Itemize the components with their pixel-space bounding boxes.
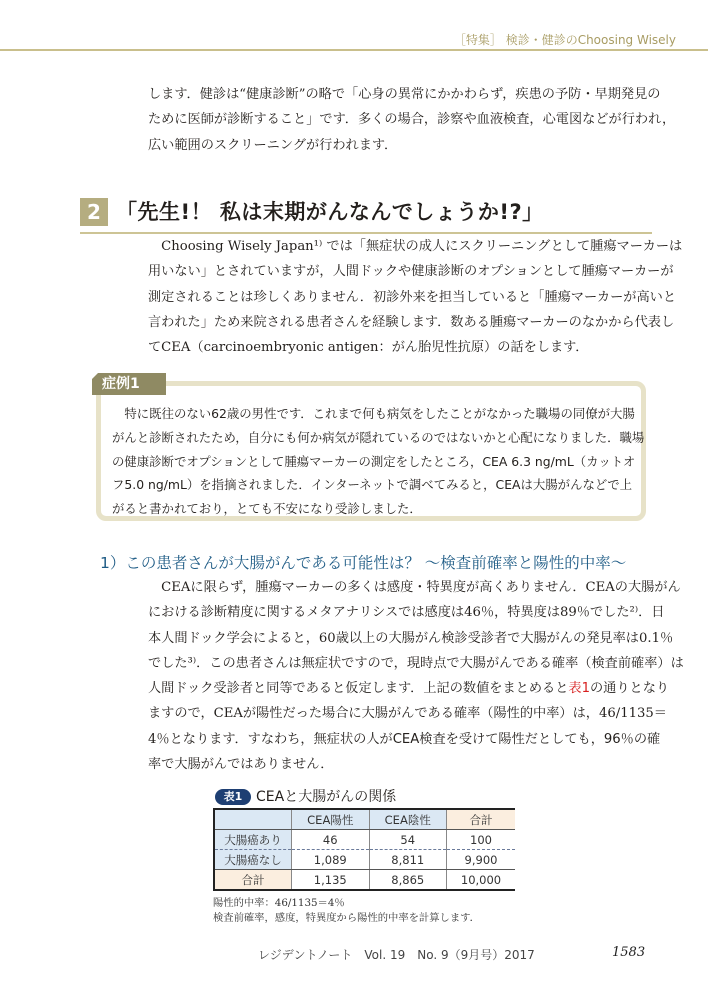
- text-line: における診断精度に関するメタアナリシスでは感度は46％，特異度は89％でした²⁾．日: [148, 605, 665, 621]
- running-header: ［特集］ 検診・健診のChoosing Wisely: [453, 33, 676, 47]
- text-line: がんと診断されたため，自分にも何か病気が隠れているのではないかと心配になりました．職場: [112, 429, 645, 445]
- subsection-title: 1）この患者さんが大腸がんである可能性は？ ～検査前確率と陽性的中率～: [100, 554, 627, 572]
- page-number: 1583: [612, 945, 646, 960]
- intro-paragraph: [148, 82, 676, 158]
- text-span: の通りとなり: [590, 681, 670, 697]
- table-note: 陽性的中率：46/1135＝4％: [213, 897, 345, 909]
- text-line: でした³⁾．この患者さんは無症状ですので，現時点で大腸がんである確率（検査前確率）は: [148, 655, 684, 671]
- section-title: 「先生!！ 私は末期がんなんでしょうか!?」: [116, 200, 544, 224]
- header-rule: [0, 49, 708, 51]
- text-line: CEAに限らず，腫瘍マーカーの多くは感度・特異度が高くありません．CEAの大腸がん: [148, 580, 681, 595]
- row-header: 合計: [214, 870, 292, 891]
- row-header: 大腸癌あり: [214, 830, 292, 850]
- emphasis-text: 無症状の人がCEA検査を受けて陽性だとしても，96％の確: [313, 731, 661, 747]
- table-cell: 46: [292, 830, 370, 850]
- case-text: [112, 402, 645, 521]
- column-header: CEA陰性: [369, 809, 447, 830]
- table-cell: 8,811: [369, 850, 447, 870]
- text-line: 用いない」とされていますが，人間ドックや健康診断のオプションとして腫瘍マーカーが: [148, 264, 674, 280]
- table-cell: 1,089: [292, 850, 370, 870]
- table-title: CEAと大腸がんの関係: [256, 789, 397, 805]
- text-line: [148, 727, 661, 752]
- table-cell: 10,000: [447, 870, 516, 891]
- table-row: [214, 850, 515, 870]
- column-header: 合計: [447, 809, 516, 830]
- text-span: 4％となります．すなわち，: [148, 731, 314, 747]
- text-line: 本人間ドック学会によると，60歳以上の大腸がん検診受診者で大腸がんの発見率は0.1％: [148, 630, 674, 646]
- text-line: Choosing Wisely Japan¹⁾ では「無症状の成人にスクリーニングとして腫瘍マーカーは: [148, 239, 683, 254]
- text-line: します．健診は“健康診断”の略で「心身の異常にかかわらず，疾患の予防・早期発見の: [148, 87, 661, 102]
- text-line: 言われた」ため来院される患者さんを経験します．数ある腫瘍マーカーのなかから代表し: [148, 314, 675, 330]
- text-span: 人間ドック受診者と同等であると仮定します．上記の数値をまとめると: [148, 681, 569, 697]
- text-line: ますので，CEAが陽性だった場合に大腸がんである確率（陽性的中率）は，46/1135＝: [148, 706, 667, 722]
- text-line: 測定されることは珍しくありません．初診外来を担当していると「腫瘍マーカーが高いと: [148, 289, 677, 305]
- text-line: てCEA（carcinoembryonic antigen：がん胎児性抗原）の話をします．: [148, 340, 589, 356]
- section-paragraph: [148, 234, 683, 360]
- table-badge: 表1: [215, 789, 251, 805]
- cea-table: [213, 808, 515, 891]
- table-reference-link[interactable]: 表1: [568, 681, 590, 697]
- column-header: CEA陽性: [292, 809, 370, 830]
- text-line: フ5.0 ng/mL）を指摘されました．インターネットで調べてみると，CEAは大腸がんなどで上: [112, 477, 633, 493]
- text-line: [148, 676, 670, 701]
- table-cell: 54: [369, 830, 447, 850]
- text-line: ために医師が診断すること」です．多くの場合，診察や血液検査，心電図などが行われ，: [148, 112, 676, 128]
- table-cell: 9,900: [447, 850, 516, 870]
- text-line: の健康診断でオプションとして腫瘍マーカーの測定をしたところ，CEA 6.3 ng/mL（カットオ: [112, 453, 636, 469]
- table-row: [214, 870, 515, 891]
- table-cell: 100: [447, 830, 516, 850]
- table-cell: 1,135: [292, 870, 370, 891]
- table-row: [214, 830, 515, 850]
- table-corner: [214, 809, 292, 830]
- emphasis-text: 率で大腸がんではありません．: [148, 757, 334, 773]
- text-line: がると書かれており，とても不安になり受診しました．: [112, 501, 422, 517]
- journal-footer: レジデントノート Vol. 19 No. 9（9月号）2017: [258, 948, 535, 962]
- subsection-paragraph: [148, 575, 684, 777]
- case-label: 症例1: [92, 373, 166, 395]
- table-cell: 8,865: [369, 870, 447, 891]
- row-header: 大腸癌なし: [214, 850, 292, 870]
- table-note: 検査前確率，感度，特異度から陽性的中率を計算します．: [213, 912, 480, 924]
- text-line: 広い範囲のスクリーニングが行われます．: [148, 137, 398, 153]
- text-line: 特に既往のない62歳の男性です．これまで何も病気をしたことがなかった職場の同僚が大腸: [112, 406, 635, 421]
- section-number: 2: [80, 198, 108, 226]
- table-header-row: [214, 809, 515, 830]
